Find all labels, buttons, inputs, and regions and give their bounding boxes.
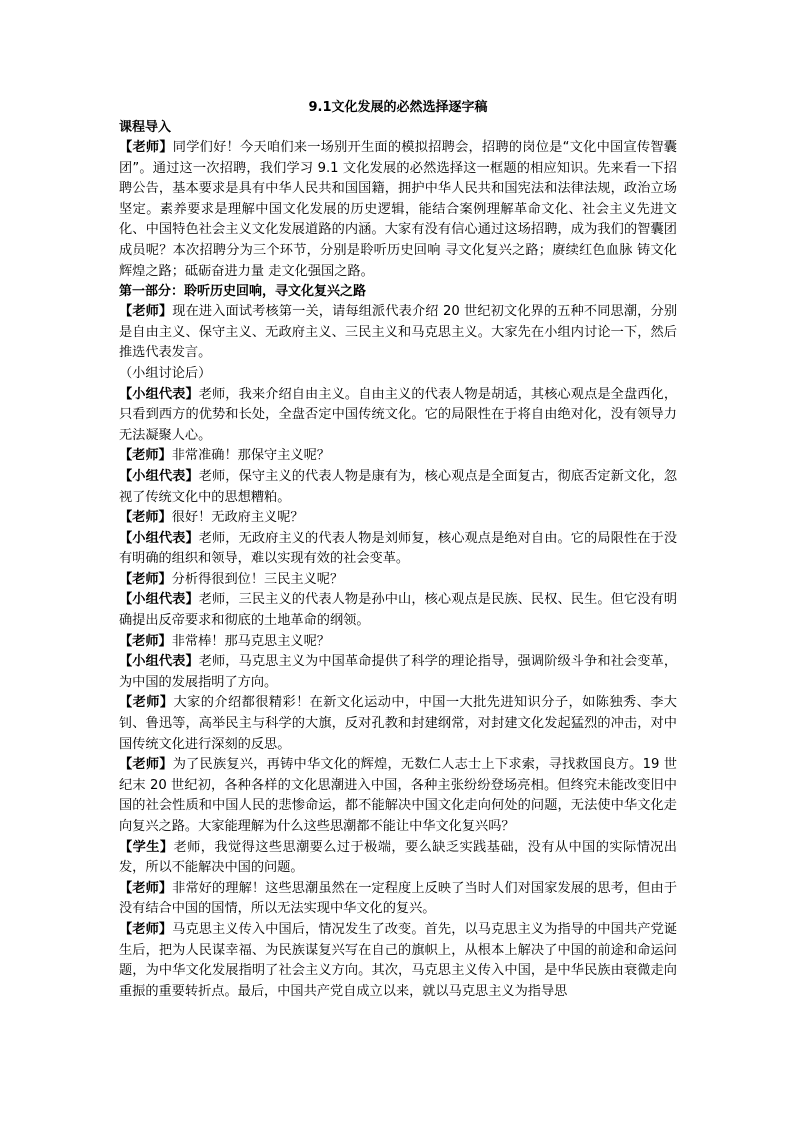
- speaker-label: 【老师】: [119, 448, 172, 464]
- paragraph-text: 马克思主义传入中国后，情况发生了改变。首先，以马克思主义为指导的中国共产党诞生后，把为人民谋幸福、为民族谋复兴写在自己的旗帜上，从根本上解决了中国的前途和命运问题，为中华文化发展指明了社会主义方向。其次，马克思主义传入中国，是中华民族由衰微走向重振的重要转折点。最后，中国共产党自成立以来，就以马克思主义为指导思: [119, 921, 678, 999]
- speaker-label: 【老师】: [119, 571, 172, 587]
- document-title: 9.1文化发展的必然选择逐字稿: [308, 100, 488, 115]
- speaker-label: 【小组代表】: [119, 468, 199, 484]
- paragraph-text: 老师，我觉得这些思潮要么过于极端，要么缺乏实践基础，没有从中国的实际情况出发，所以不能解决中国的问题。: [119, 839, 677, 876]
- paragraph-text: （小组讨论后）: [119, 365, 212, 381]
- paragraph-text: 非常准确！那保守主义呢？: [171, 448, 330, 464]
- paragraph-text: 很好！无政府主义呢？: [171, 510, 304, 526]
- paragraph-text: 老师，我来介绍自由主义。自由主义的代表人物是胡适，其核心观点是全盘西化，只看到西方的优势和长处，全盘否定中国传统文化。它的局限性在于将自由绝对化，没有领导力无法凝聚人心。: [119, 386, 678, 443]
- speaker-label: 【老师】: [119, 140, 173, 155]
- paragraph-text: 非常棒！那马克思主义呢？: [171, 633, 330, 649]
- dialogue-paragraph: [119, 838, 677, 879]
- speaker-label: 【老师】: [119, 757, 173, 773]
- speaker-label: 【老师】: [119, 510, 172, 526]
- paragraph-text: 老师，三民主义的代表人物是孙中山，核心观点是民族、民权、民生。但它没有明确提出反帝要求和彻底的土地革命的纲领。: [119, 592, 678, 629]
- paragraph-text: 现在进入面试考核第一关，请每组派代表介绍 20 世纪初文化界的五种不同思潮，分别是自由主义、保守主义、无政府主义、三民主义和马克思主义。大家先在小组内讨论一下，然后推选代表发言。: [119, 304, 678, 361]
- dialogue-paragraph: [119, 632, 677, 653]
- dialogue-paragraph: [119, 693, 677, 755]
- dialogue-paragraph: [119, 302, 677, 364]
- dialogue-paragraph: [119, 920, 677, 1002]
- paragraph-text: 老师，无政府主义的代表人物是刘师复，核心观点是绝对自由。它的局限性在于没有明确的组织和领导，难以实现有效的社会变革。: [119, 530, 678, 567]
- dialogue-paragraph: [119, 467, 677, 508]
- speaker-label: 【老师】: [119, 304, 173, 320]
- dialogue-paragraph: [119, 508, 677, 529]
- speaker-label: 【老师】: [119, 695, 174, 711]
- paragraph-text: 老师，保守主义的代表人物是康有为，核心观点是全面复古，彻底否定新文化，忽视了传统文化中的思想糟粕。: [119, 468, 678, 505]
- section-heading: 第一部分：聆听历史回响，寻文化复兴之路: [119, 284, 367, 300]
- document-page: [119, 98, 677, 1002]
- dialogue-paragraph: [119, 570, 677, 591]
- section-heading: 课程导入: [119, 120, 172, 135]
- speaker-label: 【老师】: [119, 633, 172, 649]
- speaker-label: 【学生】: [119, 839, 174, 855]
- paragraph-text: 分析得很到位！三民主义呢？: [171, 571, 344, 587]
- dialogue-paragraph: [119, 446, 677, 467]
- dialogue-paragraph: [119, 138, 677, 282]
- dialogue-paragraph: [119, 879, 677, 920]
- speaker-label: 【小组代表】: [119, 530, 199, 546]
- speaker-label: 【小组代表】: [119, 654, 199, 670]
- dialogue-paragraph: [119, 755, 677, 837]
- speaker-label: 【小组代表】: [119, 386, 199, 402]
- document-body: [119, 118, 677, 1002]
- dialogue-paragraph: [119, 364, 677, 385]
- paragraph-text: 同学们好！今天咱们来一场别开生面的模拟招聘会，招聘的岗位是“文化中国宣传智囊团”。通过这一次招聘，我们学习 9.1 文化发展的必然选择这一框题的相应知识。先来看一下招聘公告，基本要求是具有中华人民共和国国籍，拥护中华人民共和国宪法和法律法规，政治立场坚定。素养要求是理解中国文化发展的历史逻辑，能结合案例理解革命文化、社会主义先进文化、中国特色社会主义文化发展道路的内涵。大家有没有信心通过这场招聘，成为我们的智囊团成员呢？本次招聘分为三个环节，分别是聆听历史回响 寻文化复兴之路；赓续红色血脉 铸文化辉煌之路；砥砺奋进力量 走文化强国之路。: [119, 140, 677, 279]
- paragraph-text: 大家的介绍都很精彩！在新文化运动中，中国一大批先进知识分子，如陈独秀、李大钊、鲁迅等，高举民主与科学的大旗，反对孔教和封建纲常，对封建文化发起猛烈的冲击，对中国传统文化进行深刻的反思。: [119, 695, 677, 752]
- paragraph-text: 为了民族复兴，再铸中华文化的辉煌，无数仁人志士上下求索，寻找救国良方。19 世纪末 20 世纪初，各种各样的文化思潮进入中国，各种主张纷纷登场亮相。但终究未能改变旧中国的社会性质和中国人民的悲惨命运，都不能解决中国文化走向何处的问题，无法使中华文化走向复兴之路。大家能理解为什么这些思潮都不能让中华文化复兴吗？: [119, 757, 677, 834]
- dialogue-paragraph: [119, 385, 677, 447]
- dialogue-paragraph: [119, 529, 677, 570]
- paragraph-text: 非常好的理解！这些思潮虽然在一定程度上反映了当时人们对国家发展的思考，但由于没有结合中国的国情，所以无法实现中华文化的复兴。: [119, 880, 678, 917]
- speaker-label: 【小组代表】: [119, 592, 199, 608]
- paragraph-text: 老师，马克思主义为中国革命提供了科学的理论指导，强调阶级斗争和社会变革，为中国的发展指明了方向。: [119, 654, 678, 690]
- dialogue-paragraph: [119, 590, 677, 631]
- speaker-label: 【老师】: [119, 921, 173, 937]
- speaker-label: 【老师】: [119, 880, 173, 896]
- dialogue-paragraph: [119, 652, 677, 693]
